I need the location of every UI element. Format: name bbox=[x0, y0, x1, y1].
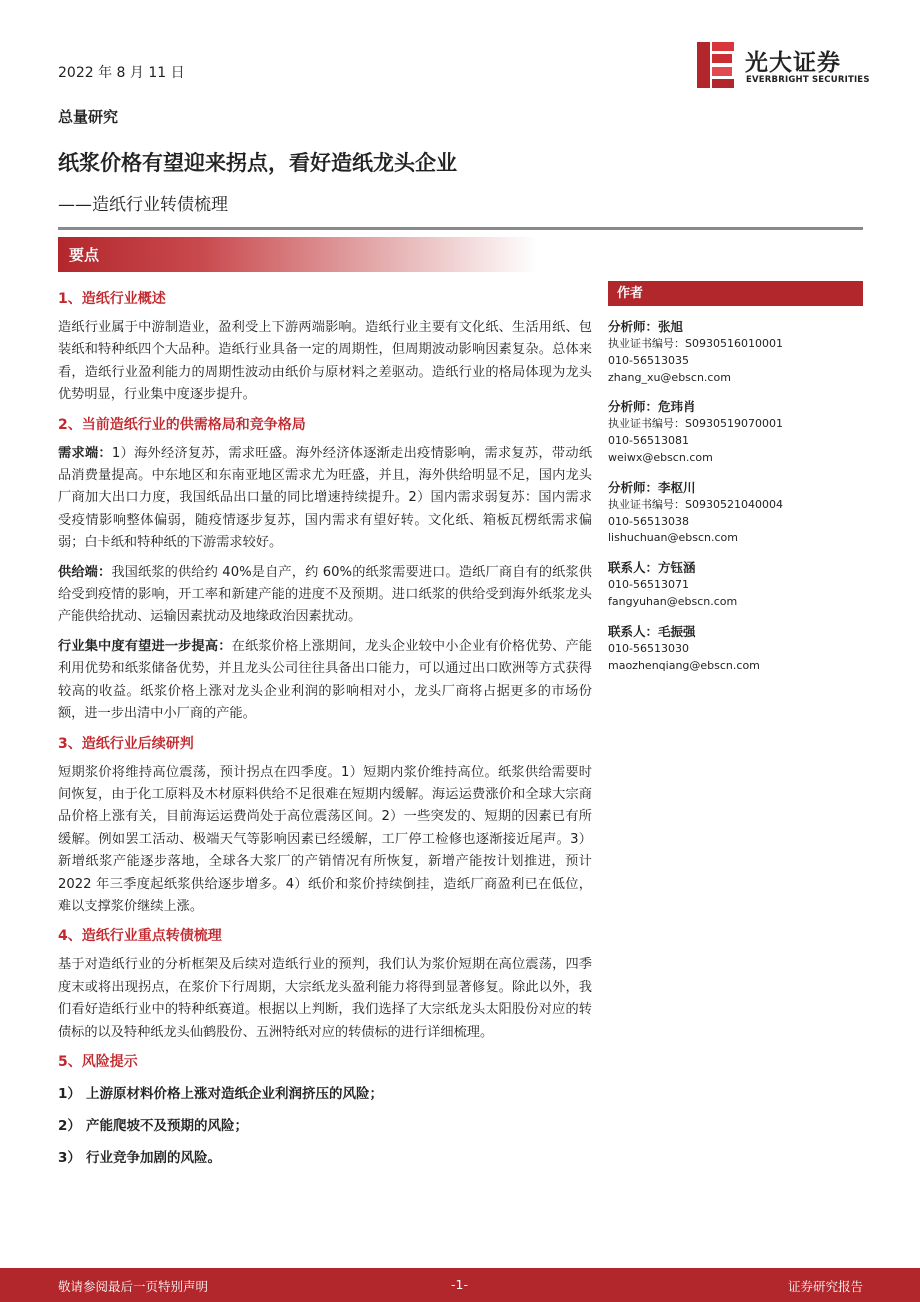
author-role: 分析师：李枢川 bbox=[608, 479, 696, 495]
risk-text: 上游原材料价格上涨对造纸企业利润挤压的风险； bbox=[86, 1085, 383, 1102]
brand-name-en: EVERBRIGHT SECURITIES bbox=[746, 75, 870, 85]
page-footer bbox=[0, 1268, 920, 1302]
section-heading: 3、造纸行业后续研判 bbox=[58, 735, 194, 752]
risk-text: 产能爬坡不及预期的风险； bbox=[86, 1117, 248, 1134]
author-email[interactable]: weiwx@ebscn.com bbox=[608, 450, 713, 464]
section-heading: 2、当前造纸行业的供需格局和竞争格局 bbox=[58, 416, 306, 433]
title-divider bbox=[58, 227, 863, 230]
author-cert: 执业证书编号：S0930521040004 bbox=[608, 497, 783, 511]
section-paragraph bbox=[58, 762, 592, 919]
paragraph-text: 短期浆价将维持高位震荡，预计拐点在四季度。1）短期内浆价维持高位。纸浆供给需要时间恢复，由于化工原料及木材原料供给不足很难在短期内缓解。海运运费涨价和全球大宗商品价格上涨有关，目前海运运费尚处于高位震荡区间。2）一些突发的、短期的因素已有所缓解。例如罢工活动、极端天气等影响因素已经缓解，工厂停工检修也逐渐接近尾声。3）新增纸浆产能逐步落地，全球各大浆厂的产销情况有所恢复，新增产能按计划推进，预计 2022 年三季度起纸浆供给逐步增多。4）纸价和浆价持续倒挂，造纸厂商盈利已在低位，难以支撑浆价继续上涨。 bbox=[58, 764, 592, 914]
risk-item bbox=[58, 1115, 592, 1137]
paragraph-text: 1）海外经济复苏，需求旺盛。海外经济体逐渐走出疫情影响，需求复苏，带动纸品消费量提高。中东地区和东南亚地区需求尤为旺盛，并且，海外供给明显不足，国内龙头厂商加大出口力度，我国纸品出口量的同比增速持续提升。2）国内需求弱复苏：国内需求受疫情影响整体偏弱，随疫情逐步复苏，国内需求有望好转。文化纸、箱板瓦楞纸需求偏弱；白卡纸和特种纸的下游需求较好。 bbox=[58, 445, 593, 551]
risk-item bbox=[58, 1083, 592, 1105]
everbright-logo-icon bbox=[697, 42, 737, 88]
report-category: 总量研究 bbox=[58, 108, 119, 126]
author-card bbox=[608, 318, 863, 386]
section-outlook bbox=[58, 733, 592, 919]
section-bonds bbox=[58, 925, 592, 1044]
risk-number: 3） bbox=[58, 1149, 81, 1166]
paragraph-text: 我国纸浆的供给约 40%是自产，约 60%的纸浆需要进口。造纸厂商自有的纸浆供给受到疫情的影响，开工率和新建产能的进度不及预期。进口纸浆的供给受到海外纸浆龙头产能供给扰动、运输因素扰动及地缘政治因素扰动。 bbox=[58, 564, 592, 625]
section-paragraph bbox=[58, 317, 592, 407]
risk-item bbox=[58, 1147, 592, 1169]
brand-name-cn: 光大证券 bbox=[745, 50, 841, 76]
report-title: 纸浆价格有望迎来拐点，看好造纸龙头企业 bbox=[58, 151, 457, 175]
contact-role: 联系人：方钰涵 bbox=[608, 560, 696, 576]
section-heading: 4、造纸行业重点转债梳理 bbox=[58, 928, 222, 945]
risk-text: 行业竞争加剧的风险。 bbox=[86, 1149, 221, 1166]
footer-report-type: 证券研究报告 bbox=[787, 1279, 863, 1294]
section-heading: 1、造纸行业概述 bbox=[58, 291, 166, 307]
author-label: 作者 bbox=[608, 281, 863, 306]
section-paragraph bbox=[58, 636, 592, 726]
page-number: -1- bbox=[451, 1277, 468, 1292]
section-paragraph bbox=[58, 443, 592, 555]
author-email[interactable]: zhang_xu@ebscn.com bbox=[608, 370, 731, 384]
author-email[interactable]: lishuchuan@ebscn.com bbox=[608, 531, 738, 545]
section-risk bbox=[58, 1051, 592, 1169]
risk-number: 2） bbox=[58, 1117, 81, 1134]
contact-card bbox=[608, 623, 863, 675]
main-content bbox=[58, 288, 592, 1169]
report-date: 2022 年 8 月 11 日 bbox=[58, 65, 185, 81]
contact-phone: 010-56513030 bbox=[608, 641, 689, 655]
contact-role: 联系人：毛振强 bbox=[608, 623, 696, 639]
keypoints-banner bbox=[58, 237, 538, 272]
contact-email[interactable]: maozhenqiang@ebscn.com bbox=[608, 658, 760, 672]
contact-phone: 010-56513071 bbox=[608, 578, 689, 592]
author-role: 分析师：危玮肖 bbox=[608, 399, 696, 415]
paragraph-lead: 需求端： bbox=[58, 445, 112, 461]
author-card bbox=[608, 479, 863, 547]
author-phone: 010-56513038 bbox=[608, 514, 689, 528]
section-paragraph bbox=[58, 562, 592, 629]
author-cert: 执业证书编号：S0930516010001 bbox=[608, 337, 783, 350]
author-sidebar bbox=[608, 281, 863, 674]
keypoints-label: 要点 bbox=[69, 246, 100, 264]
paragraph-text: 造纸行业属于中游制造业，盈利受上下游两端影响。造纸行业主要有文化纸、生活用纸、包装纸和特种纸四个大品种。造纸行业具备一定的周期性，但周期波动影响因素复杂。总体来看，造纸行业盈利能力的周期性波动由纸价与原材料之差驱动。造纸行业的格局体现为龙头优势明显，行业集中度逐步提升。 bbox=[58, 320, 592, 403]
risk-number: 1） bbox=[58, 1085, 81, 1102]
report-subtitle: ——造纸行业转债梳理 bbox=[58, 195, 228, 215]
author-cert: 执业证书编号：S0930519070001 bbox=[608, 417, 783, 431]
section-overview bbox=[58, 288, 592, 407]
contact-card bbox=[608, 559, 863, 611]
paragraph-lead: 行业集中度有望进一步提高： bbox=[58, 638, 232, 654]
footer-disclaimer: 敬请参阅最后一页特别声明 bbox=[58, 1279, 209, 1294]
paragraph-text: 在纸浆价格上涨期间，龙头企业较中小企业有价格优势、产能利用优势和纸浆储备优势，并且龙头公司往往具备出口能力，可以通过出口欧洲等方式获得较高的收益。纸浆价格上涨对龙头企业利润的影响相对小，龙头厂商将占据更多的市场份额，进一步出清中小厂商的产能。 bbox=[58, 638, 593, 722]
author-card bbox=[608, 398, 863, 466]
contact-email[interactable]: fangyuhan@ebscn.com bbox=[608, 594, 738, 608]
paragraph-lead: 供给端： bbox=[58, 564, 112, 580]
author-phone: 010-56513081 bbox=[608, 434, 689, 448]
paragraph-text: 基于对造纸行业的分析框架及后续对造纸行业的预判，我们认为浆价短期在高位震荡，四季度末或将出现拐点，在浆价下行周期，大宗纸龙头盈利能力将得到显著修复。除此以外，我们看好造纸行业中的特种纸赛道。根据以上判断，我们选择了大宗纸龙头太阳股份对应的转债标的以及特种纸龙头仙鹤股份、五洲特纸对应的转债标的进行详细梳理。 bbox=[58, 957, 592, 1040]
section-paragraph bbox=[58, 954, 592, 1044]
section-heading: 5、风险提示 bbox=[58, 1053, 138, 1070]
author-role: 分析师：张旭 bbox=[608, 319, 684, 334]
author-phone: 010-56513035 bbox=[608, 353, 689, 367]
section-supply-demand bbox=[58, 414, 592, 726]
everbright-logo bbox=[697, 42, 870, 88]
